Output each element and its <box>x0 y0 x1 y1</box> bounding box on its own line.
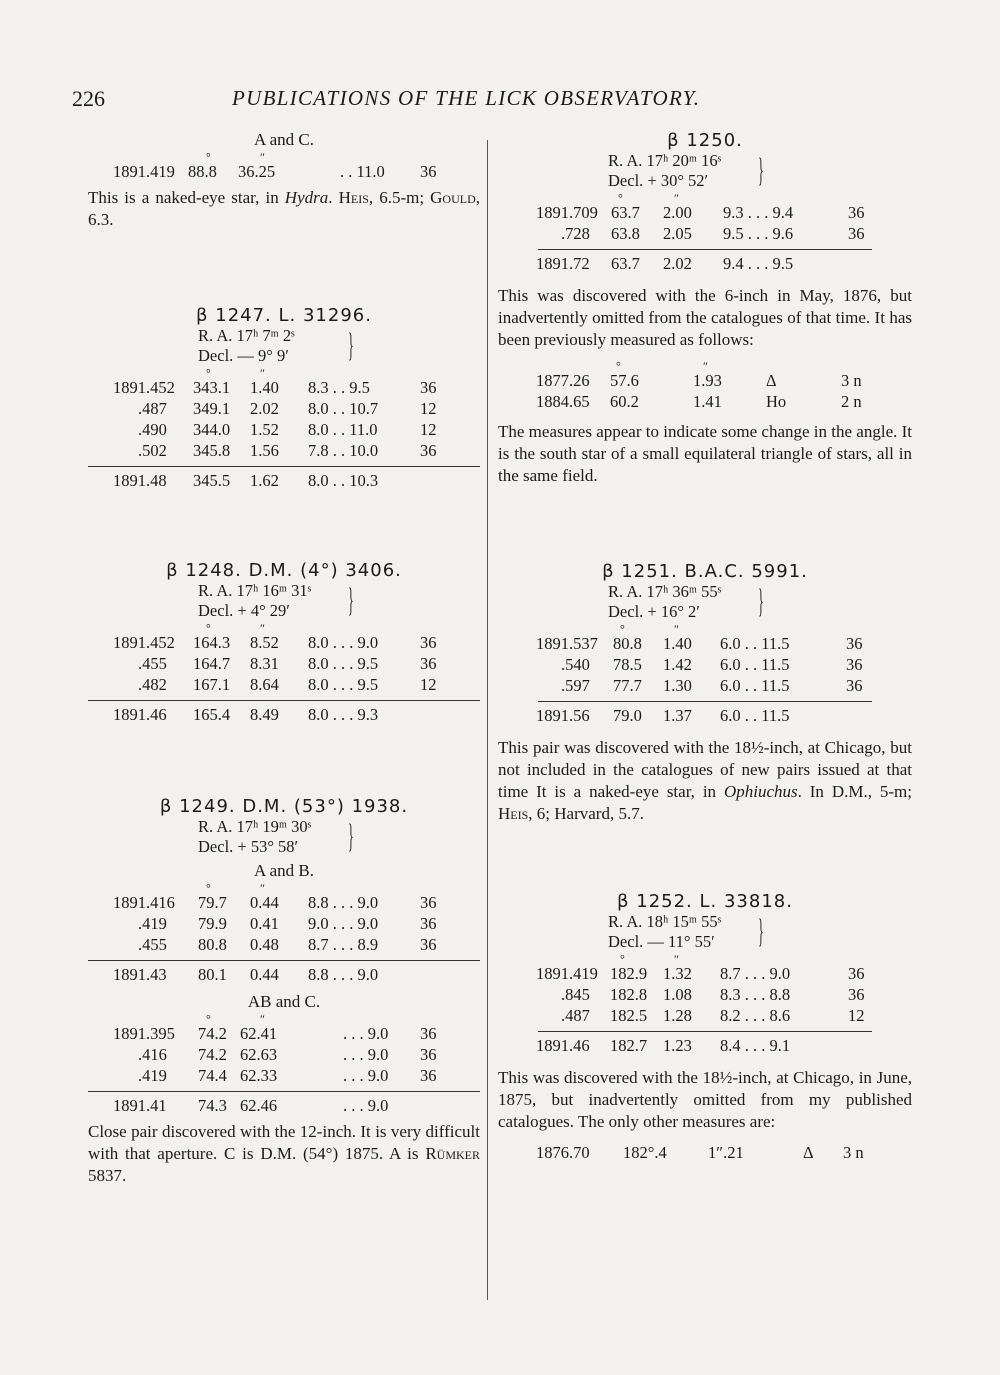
measure-row: 1891.419 88.8 36.25 . . 11.0 36 <box>113 162 437 181</box>
star-heading: β 1252. L. 33818. <box>617 891 793 912</box>
measure-row: .455 164.7 8.31 8.0 . . . 9.5 36 <box>138 654 437 673</box>
table-rule <box>88 466 480 467</box>
subheading: AB and C. <box>247 992 321 1011</box>
subheading: A and C. <box>254 130 314 149</box>
unit-marks: ° ″ <box>206 621 265 635</box>
table-rule <box>88 960 480 961</box>
measure-row: 1891.416 79.7 0.44 8.8 . . . 9.0 36 <box>113 893 437 912</box>
note-paragraph: The measures appear to indicate some change in the angle. It is the south star of a small equilateral triangle of stars, all in the same field. <box>498 422 912 485</box>
measure-row: 1877.26 57.6 1.93 Δ 3 n <box>536 371 862 390</box>
note-paragraph: Close pair discovered with the 12-inch. It is very difficult with that aperture. C is D.M. (54°) 1875. A is Rümker 5837. <box>88 1122 480 1185</box>
mean-row: 1891.56 79.0 1.37 6.0 . . 11.5 <box>536 706 790 725</box>
table-rule <box>88 1091 480 1092</box>
measure-row: .419 79.9 0.41 9.0 . . . 9.0 36 <box>138 914 437 933</box>
measure-row: .482 167.1 8.64 8.0 . . . 9.5 12 <box>138 675 437 694</box>
mean-row: 1891.72 63.7 2.02 9.4 . . . 9.5 <box>536 254 794 273</box>
position-block: R. A. 17ʰ 19ᵐ 30ˢ Decl. + 53° 58′ } <box>198 817 354 856</box>
note-paragraph: This pair was discovered with the 18½-inch, at Chicago, but not included in the catalogues of new pairs issued at that time It is a naked-eye star, in Ophiuchus. In D.M., 5-m; Heis, 6; Harvard, 5.7. <box>498 738 912 823</box>
running-title: PUBLICATIONS OF THE LICK OBSERVATORY. <box>232 86 701 110</box>
mean-row: 1891.46 165.4 8.49 8.0 . . . 9.3 <box>113 705 379 724</box>
mean-row: 1891.46 182.7 1.23 8.4 . . . 9.1 <box>536 1036 791 1055</box>
star-heading: β 1249. D.M. (53°) 1938. <box>159 796 409 817</box>
measure-row: 1891.419 182.9 1.32 8.7 . . . 9.0 36 <box>536 964 865 983</box>
measure-table <box>88 1024 480 1117</box>
previous-measures <box>498 371 912 413</box>
measure-row: 1891.537 80.8 1.40 6.0 . . 11.5 36 <box>536 634 863 653</box>
measure-row: 1876.70 182°.4 1″.21 Δ 3 n <box>536 1143 864 1162</box>
star-heading: β 1248. D.M. (4°) 3406. <box>166 560 402 581</box>
measure-row: .728 63.8 2.05 9.5 . . . 9.6 36 <box>561 224 865 243</box>
measure-row: 1891.709 63.7 2.00 9.3 . . . 9.4 36 <box>536 203 865 222</box>
measure-table <box>498 964 912 1057</box>
measure-table <box>88 633 480 726</box>
table-rule <box>538 1031 872 1032</box>
mean-row: 1891.48 345.5 1.62 8.0 . . 10.3 <box>113 471 379 490</box>
measure-row: .487 349.1 2.02 8.0 . . 10.7 12 <box>138 399 437 418</box>
unit-marks: ° ″ <box>206 881 265 895</box>
left-column <box>88 130 480 1191</box>
note-paragraph: This is a naked-eye star, in Hydra. Heis, 6.5-m; Gould, 6.3. <box>88 188 481 229</box>
right-column <box>498 130 912 1164</box>
unit-marks: ° ″ <box>206 1012 265 1026</box>
position-block: R. A. 17ʰ 36ᵐ 55ˢ Decl. + 16° 2′ } <box>608 582 764 621</box>
measure-table <box>498 203 912 275</box>
unit-marks: ° ″ <box>206 366 265 380</box>
star-heading: β 1247. L. 31296. <box>196 305 372 326</box>
position-block: R. A. 18ʰ 15ᵐ 55ˢ Decl. — 11° 55′ } <box>608 912 764 951</box>
measure-row: .416 74.2 62.63 . . . 9.0 36 <box>138 1045 437 1064</box>
unit-marks: ° ″ <box>616 359 708 373</box>
position-block: R. A. 17ʰ 16ᵐ 31ˢ Decl. + 4° 29′ } <box>198 581 354 620</box>
note-paragraph: This was discovered with the 18½-inch, at Chicago, in June, 1875, but inadvertently omitted from my published catalogues. The only other measures are: <box>498 1068 912 1131</box>
page-header <box>72 80 932 120</box>
measure-table <box>88 893 480 986</box>
unit-marks: ° ″ <box>620 952 679 966</box>
subheading: A and B. <box>254 861 314 880</box>
unit-marks: ° ″ <box>618 191 679 205</box>
unit-marks: ° ″ <box>206 150 265 164</box>
measure-row: .455 80.8 0.48 8.7 . . . 8.9 36 <box>138 935 437 954</box>
position-block: R. A. 17ʰ 7ᵐ 2ˢ Decl. — 9° 9′ } <box>198 326 354 365</box>
position-block: R. A. 17ʰ 20ᵐ 16ˢ Decl. + 30° 52′ } <box>608 151 764 190</box>
column-divider <box>487 140 488 1300</box>
page-number: 226 <box>72 86 105 111</box>
measure-row: .845 182.8 1.08 8.3 . . . 8.8 36 <box>561 985 865 1004</box>
measure-row: .502 345.8 1.56 7.8 . . 10.0 36 <box>138 441 437 460</box>
note-paragraph: This was discovered with the 6-inch in May, 1876, but inadvertently omitted from the catalogues of that time. It has been previously measured as follows: <box>498 286 912 349</box>
measure-row: 1884.65 60.2 1.41 Ho 2 n <box>536 392 862 411</box>
measure-table <box>88 378 480 492</box>
measure-row: .419 74.4 62.33 . . . 9.0 36 <box>138 1066 437 1085</box>
mean-row: 1891.43 80.1 0.44 8.8 . . . 9.0 <box>113 965 379 984</box>
measure-row: 1891.452 164.3 8.52 8.0 . . . 9.0 36 <box>113 633 437 652</box>
measure-row: 1891.452 343.1 1.40 8.3 . . 9.5 36 <box>113 378 437 397</box>
unit-marks: ° ″ <box>620 622 679 636</box>
star-heading: β 1251. B.A.C. 5991. <box>602 561 808 582</box>
measure-row: 1891.395 74.2 62.41 . . . 9.0 36 <box>113 1024 437 1043</box>
measure-row: .597 77.7 1.30 6.0 . . 11.5 36 <box>561 676 863 695</box>
table-rule <box>538 701 872 702</box>
table-rule <box>88 700 480 701</box>
mean-row: 1891.41 74.3 62.46 . . . 9.0 <box>113 1096 389 1115</box>
table-rule <box>538 249 872 250</box>
star-heading: β 1250. <box>667 130 743 151</box>
measure-row: .490 344.0 1.52 8.0 . . 11.0 12 <box>138 420 437 439</box>
measure-row: .487 182.5 1.28 8.2 . . . 8.6 12 <box>561 1006 865 1025</box>
measure-table <box>498 634 912 727</box>
measure-row: .540 78.5 1.42 6.0 . . 11.5 36 <box>561 655 863 674</box>
